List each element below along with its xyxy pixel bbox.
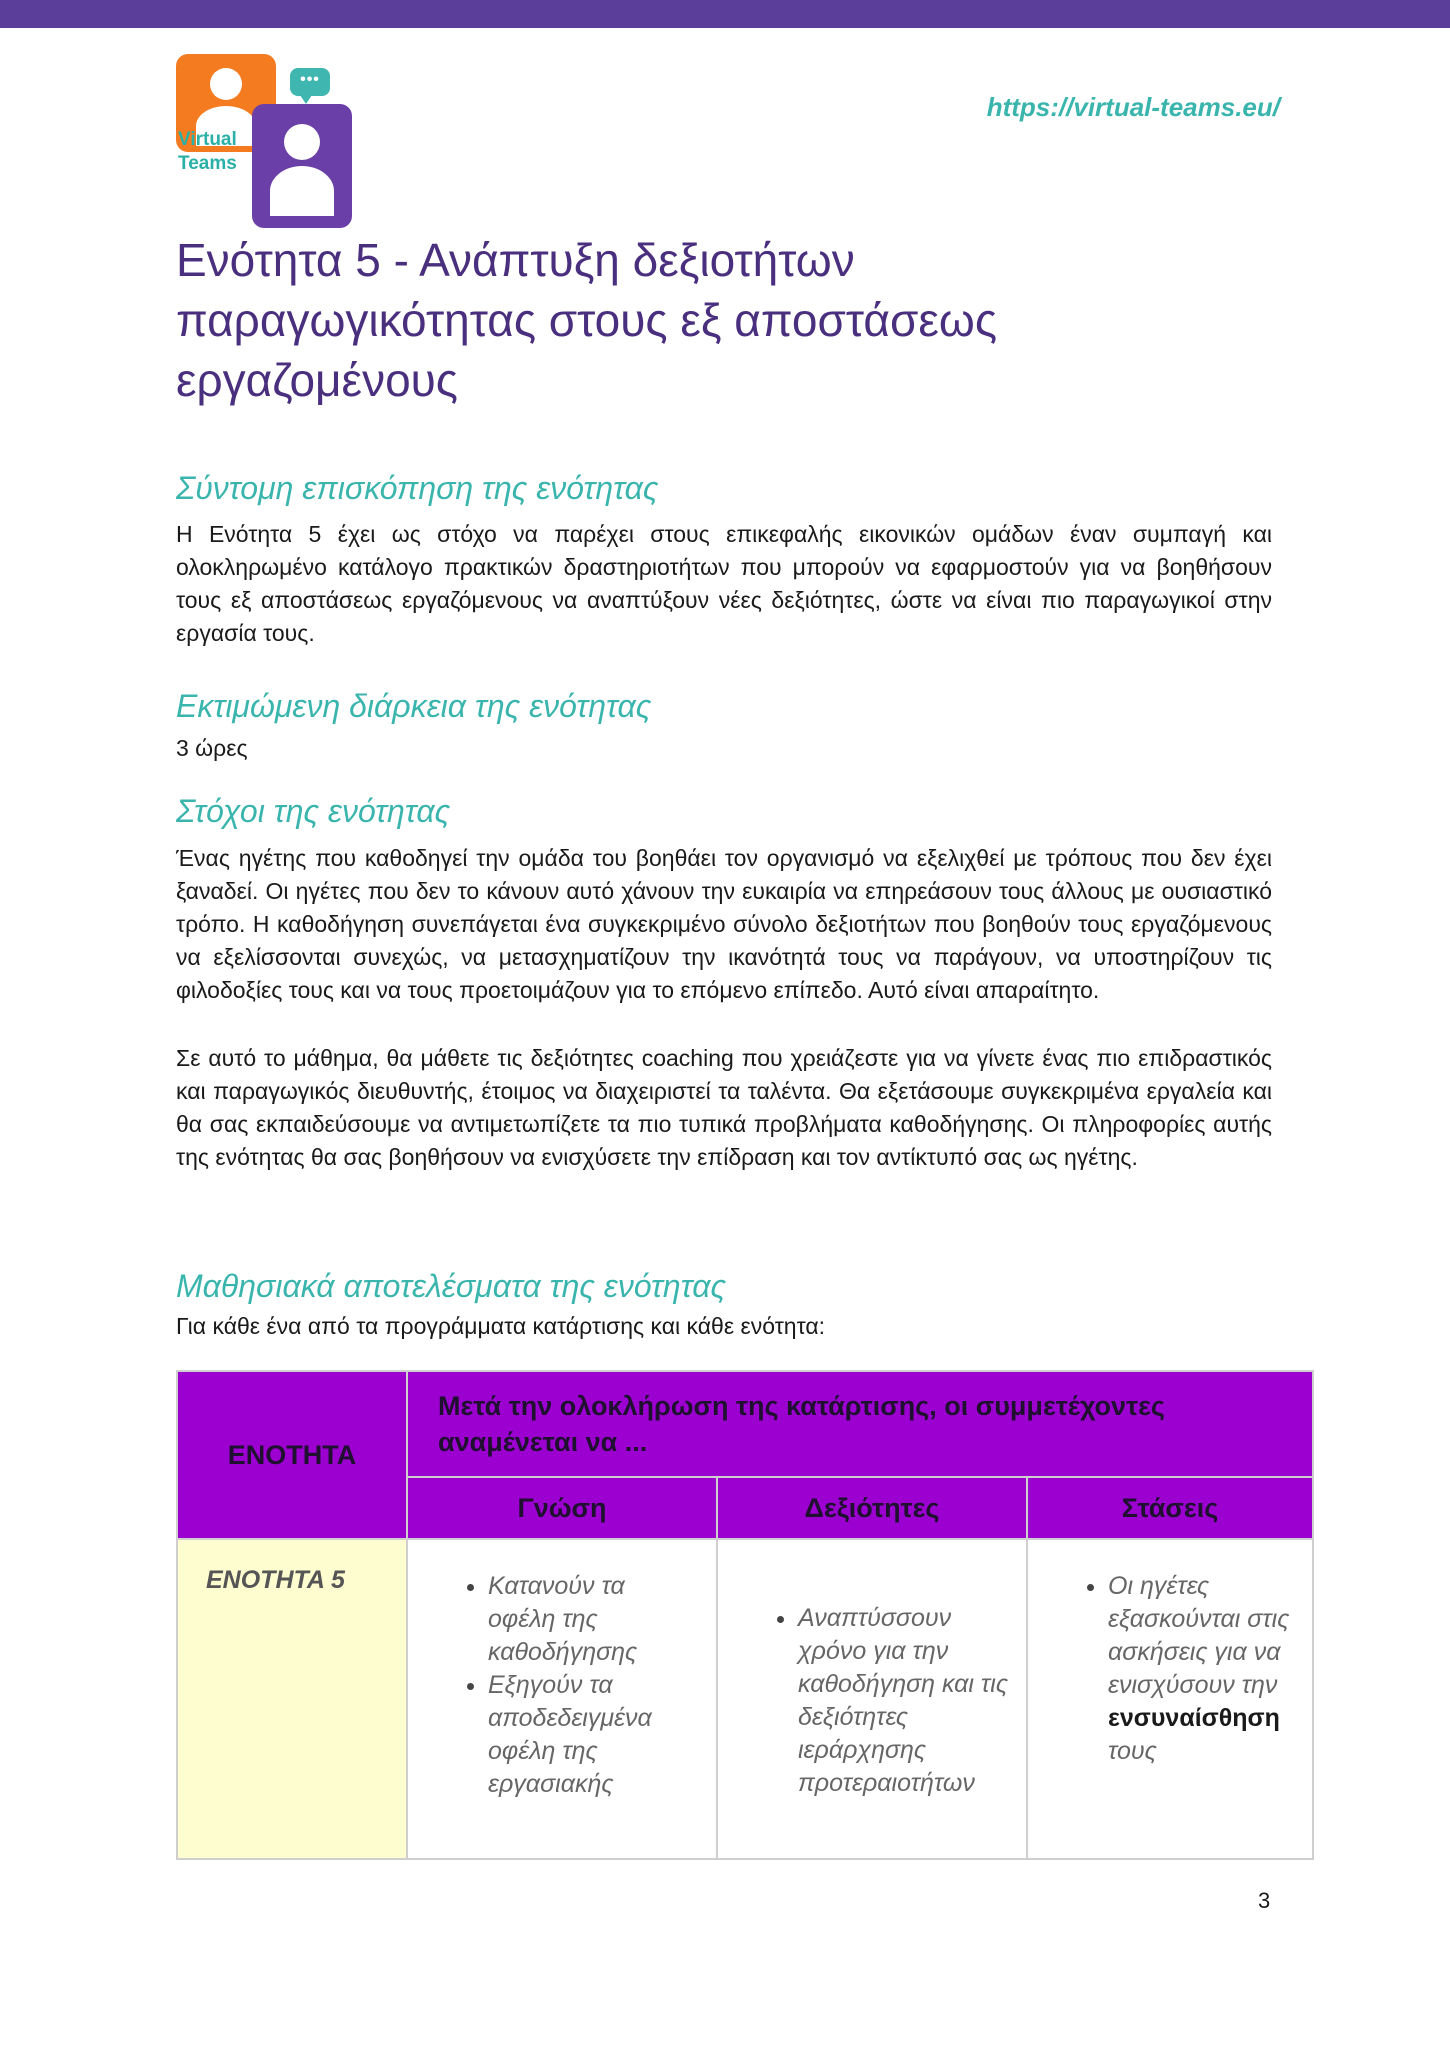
unit-value-cell — [177, 1539, 407, 1859]
logo-text: Virtual Teams — [178, 129, 237, 174]
site-url-link[interactable]: https://virtual-teams.eu/ — [986, 92, 1280, 122]
col-header-skills: Δεξιότητες — [717, 1477, 1027, 1539]
expectation-header: Μετά την ολοκλήρωση της κατάρτισης, οι συμμετέχοντες αναμένεται να ... — [438, 1391, 1165, 1457]
virtual-teams-logo — [176, 52, 356, 182]
col-header-knowledge: Γνώση — [407, 1477, 717, 1539]
duration-heading: Εκτιμώμενη διάρκεια της ενότητας — [176, 688, 652, 724]
unit-header-cell — [177, 1371, 407, 1539]
skills-cell — [717, 1539, 1027, 1859]
col-header-attitudes: Στάσεις — [1027, 1477, 1313, 1539]
overview-heading: Σύντομη επισκόπηση της ενότητας — [176, 470, 659, 506]
overview-text: Η Ενότητα 5 έχει ως στόχο να παρέχει στους επικεφαλής εικονικών ομάδων έναν συμπαγή και ολοκληρωμένο κατάλογο πρακτικών δραστηριοτήτων που μπορούν να εφαρμοστούν για να βοηθήσουν τους εξ αποστάσεως εργαζόμενους να αναπτύξουν νέες δεξιότητες, ώστε να είναι πιο παραγωγικοί στην εργασία τους. — [176, 521, 1272, 646]
skills-item: • Αναπτύσσουν χρόνο για την καθοδήγηση και τις δεξιότητες ιεράρχησης προτεραιοτήτων — [798, 1602, 1008, 1800]
outcomes-intro: Για κάθε ένα από τα προγράμματα κατάρτισης και κάθε ενότητα: — [176, 1313, 826, 1339]
attitudes-cell — [1027, 1539, 1313, 1859]
attitudes-item: • Οι ηγέτες εξασκούνται στις ασκήσεις για να ενισχύσουν την ενσυναίσθηση τους — [1108, 1570, 1294, 1768]
goals-heading: Στόχοι της ενότητας — [176, 793, 451, 829]
knowledge-cell — [407, 1539, 717, 1859]
page-title: Ενότητα 5 - Ανάπτυξη δεξιοτήτων παραγωγικότητας στους εξ αποστάσεως εργαζομένους — [176, 234, 997, 406]
attitudes-list — [1046, 1570, 1294, 1768]
outcomes-heading: Μαθησιακά αποτελέσματα της ενότητας — [176, 1268, 726, 1304]
goals-paragraph-2: Σε αυτό το μάθημα, θα μάθετε τις δεξιότητες coaching που χρειάζεστε για να γίνετε ένας πιο επιδραστικός και παραγωγικός διευθυντής, έτοιμος να διαχειριστεί τα ταλέντα. Θα εξετάσουμε συγκεκριμένα εργαλεία και θα σας εκπαιδεύσουμε να αντιμετωπίζετε τα πιο τυπικά προβλήματα καθοδήγησης. Οι πληροφορίες αυτής της ενότητας θα σας βοηθήσουν να ενισχύσετε την επίδραση και τον αντίκτυπό σας ως ηγέτης. — [176, 1045, 1272, 1170]
knowledge-item: • Κατανούν τα οφέλη της καθοδήγησης — [488, 1570, 698, 1669]
knowledge-list — [426, 1570, 698, 1801]
duration-text: 3 ώρες — [176, 735, 248, 761]
learning-outcomes-table — [176, 1370, 1314, 1860]
expectation-header-cell — [407, 1371, 1313, 1477]
chat-bubble-icon: ••• — [290, 68, 330, 96]
goals-paragraph-1: Ένας ηγέτης που καθοδηγεί την ομάδα του βοηθάει τον οργανισμό να εξελιχθεί με τρόπους που δεν έχει ξαναδεί. Οι ηγέτες που δεν το κάνουν αυτό χάνουν την ευκαιρία να επηρεάσουν τους άλλους με ουσιαστικό τρόπο. Η καθοδήγηση συνεπάγεται ένα συγκεκριμένο σύνολο δεξιοτήτων που βοηθούν τους εργαζόμενους να εξελίσσονται συνεχώς, να μετασχηματίζουν την ικανότητά τους να παράγουν, να υποστηρίζουν τις φιλοδοξίες τους και να τους προετοιμάζουν για το επόμενο επίπεδο. Αυτό είναι απαραίτητο. — [176, 845, 1272, 1003]
unit-header: ΕΝΟΤΗΤΑ — [227, 1439, 357, 1470]
empathy-term: ενσυναίσθηση — [1108, 1704, 1280, 1732]
top-bar — [0, 0, 1450, 28]
unit-value: ΕΝΟΤΗΤΑ 5 — [206, 1566, 345, 1594]
skills-list — [736, 1602, 1008, 1800]
knowledge-item: • Εξηγούν τα αποδεδειγμένα οφέλη της εργασιακής — [488, 1669, 698, 1801]
page-number: 3 — [1258, 1888, 1271, 1913]
